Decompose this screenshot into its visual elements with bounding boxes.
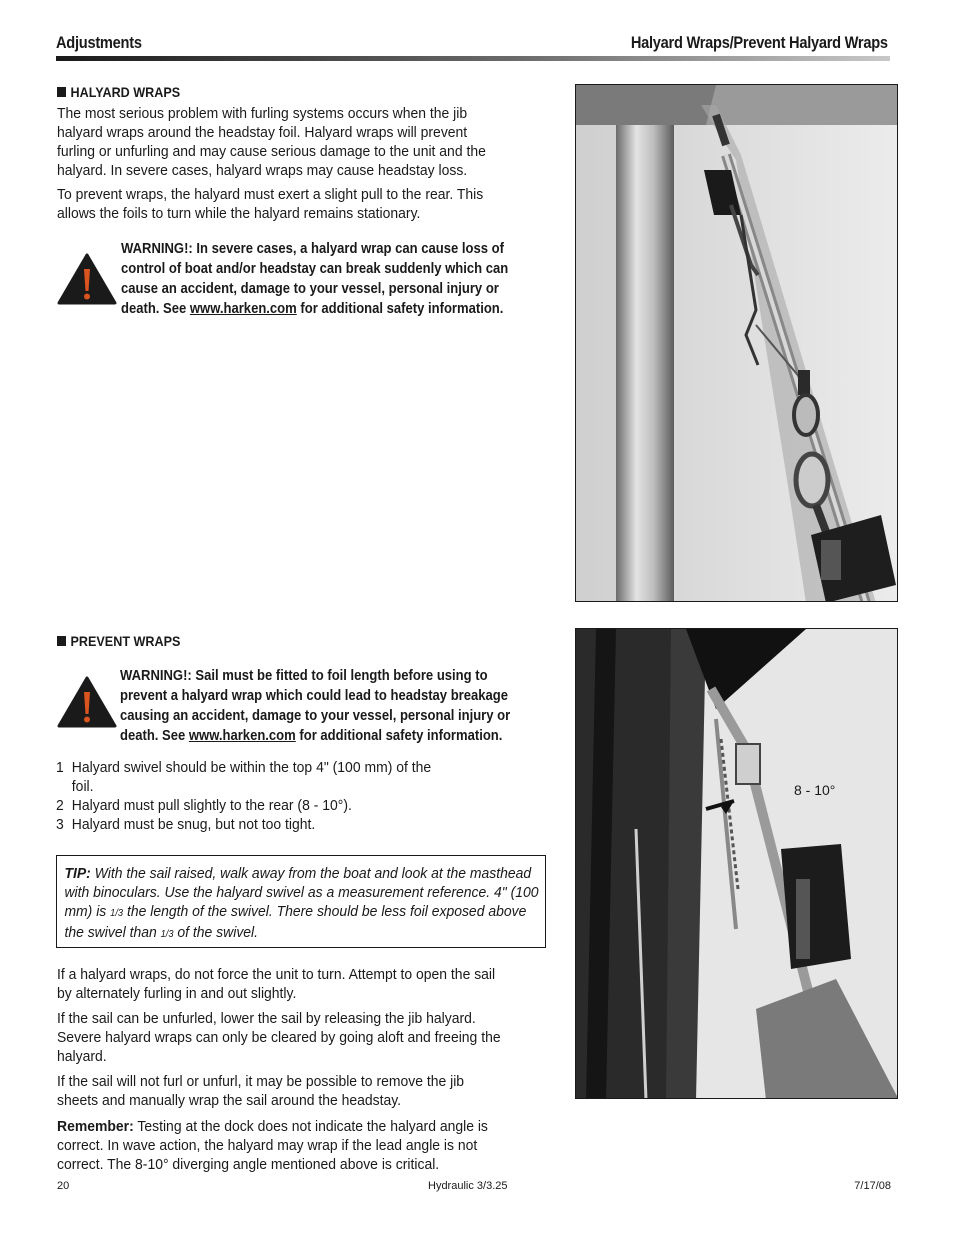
warning-triangle-icon — [57, 253, 117, 305]
halyard-wraps-paragraph-1: The most serious problem with furling systems occurs when the jib halyard wraps around the headstay foil. Halyard wraps will prevent furling or unfurling and may cause serious damage to the unit and the halyard. In severe cases, halyard wraps may cause headstay loss. — [57, 105, 486, 179]
halyard-swivel-photo-graphic — [576, 85, 898, 602]
header-right-title: Halyard Wraps/Prevent Halyard Wraps — [631, 33, 888, 52]
remember-label: Remember: — [57, 1118, 134, 1135]
warning-text-2-tail: for additional safety information. — [295, 728, 503, 744]
step-item — [56, 815, 447, 834]
step-number: 2 — [56, 797, 64, 814]
prevent-wraps-paragraph-3: If the sail will not furl or unfurl, it may be possible to remove the jib sheets and manually wrap the sail around the headstay. — [57, 1073, 465, 1109]
prevent-wraps-steps — [56, 758, 447, 834]
document-id: Hydraulic 3/3.25 — [428, 1180, 508, 1192]
header-left-title: Adjustments — [56, 33, 142, 52]
section-title-prevent-wraps — [57, 633, 180, 649]
square-bullet-icon — [57, 87, 66, 97]
warning-text-2 — [120, 666, 534, 746]
step-number: 1 — [56, 759, 64, 776]
warning-triangle-icon — [57, 676, 117, 728]
remember-text: Testing at the dock does not indicate the halyard angle is correct. In wave action, the halyard may wrap if the lead angle is not correct. The 8-10° diverging angle mentioned above is critical. — [57, 1118, 488, 1173]
step-item — [56, 758, 447, 796]
warning-text-2-body: WARNING!: Sail must be fitted to foil length before using to prevent a halyard wrap which could lead to headstay breakage causing an accident, damage to your vessel, personal injury or death. See — [120, 668, 511, 744]
section-title-text: HALYARD WRAPS — [70, 84, 181, 100]
step-text: Halyard must pull slightly to the rear (8 - 10°). — [71, 797, 352, 814]
step-text: Halyard swivel should be within the top 4" (100 mm) of the foil. — [71, 759, 432, 795]
warning-text-1-body: WARNING!: In severe cases, a halyard wrap can cause loss of control of boat and/or headstay can break suddenly which can cause an accident, damage to your vessel, personal injury or death. See — [121, 241, 509, 317]
tip-text — [57, 856, 555, 952]
tip-text-a: With the sail raised, walk away from the boat and look at the masthead with binoculars. Use the halyard swivel as a measurement reference. 4" (100 mm) is — [64, 865, 539, 920]
angle-label: 8 - 10° — [794, 782, 836, 798]
prevent-wraps-paragraph-1: If a halyard wraps, do not force the unit to turn. Attempt to open the sail by alternately furling in and out slightly. — [57, 966, 496, 1002]
tip-fraction: 1/3 — [160, 929, 174, 940]
tip-text-c: of the swivel. — [173, 924, 259, 941]
page-number: 20 — [57, 1180, 70, 1192]
warning-text-1-tail: for additional safety information. — [296, 301, 504, 317]
header-rule — [56, 56, 890, 61]
warning-text-1 — [121, 239, 513, 319]
harken-link-1[interactable]: www.harken.com — [189, 301, 297, 317]
section-title-halyard-wraps — [57, 84, 180, 100]
square-bullet-icon — [57, 636, 66, 646]
halyard-swivel-photo — [575, 84, 898, 602]
halyard-wraps-paragraph-2: To prevent wraps, the halyard must exert a slight pull to the rear. This allows the foils to turn while the halyard remains stationary. — [57, 186, 484, 222]
halyard-angle-photo-graphic — [576, 629, 898, 1099]
step-item — [56, 796, 447, 815]
halyard-angle-photo — [575, 628, 898, 1099]
section-title-text: PREVENT WRAPS — [70, 633, 181, 649]
tip-fraction: 1/3 — [110, 908, 124, 919]
harken-link-2[interactable]: www.harken.com — [188, 728, 296, 744]
tip-label: TIP: — [64, 865, 91, 882]
prevent-wraps-paragraph-2: If the sail can be unfurled, lower the sail by releasing the jib halyard. Severe halyard wraps can only be cleared by going aloft and freeing the halyard. — [57, 1010, 501, 1065]
document-date: 7/17/08 — [854, 1180, 891, 1192]
step-text: Halyard must be snug, but not too tight. — [71, 816, 316, 833]
tip-box — [56, 855, 546, 948]
remember-paragraph — [57, 1117, 503, 1174]
tip-text-b: the length of the swivel. There should be less foil exposed above the swivel than — [64, 903, 527, 941]
step-number: 3 — [56, 816, 64, 833]
